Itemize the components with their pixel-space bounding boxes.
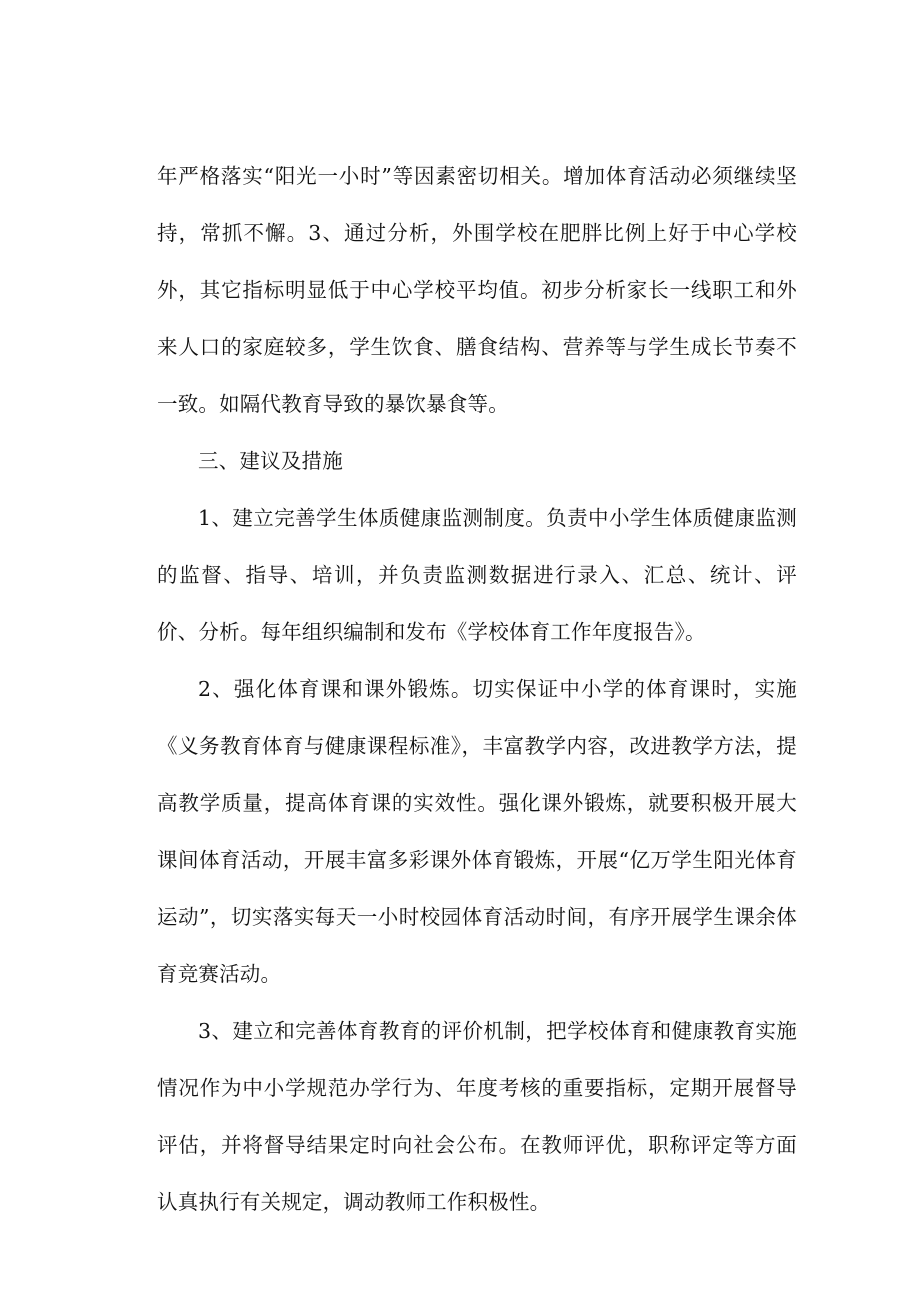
document-body	[157, 148, 797, 1231]
section-heading: 三、建议及措施	[198, 449, 343, 473]
paragraph-measure-1: 1、建立完善学生体质健康监测制度。负责中小学生体质健康监测的监督、指导、培训，并负责监测数据进行录入、汇总、统计、评价、分析。每年组织编制和发布《学校体育工作年度报告》。	[157, 506, 797, 644]
paragraph-measure-2: 2、强化体育课和课外锻炼。切实保证中小学的体育课时，实施《义务教育体育与健康课程标准》，丰富教学内容，改进教学方法，提高教学质量，提高体育课的实效性。强化课外锻炼，就要积极开展大课间体育活动，开展丰富多彩课外体育锻炼，开展“亿万学生阳光体育运动”，切实落实每天一小时校园体育活动时间，有序开展学生课余体育竞赛活动。	[157, 677, 797, 986]
paragraph-measure-3: 3、建立和完善体育教育的评价机制，把学校体育和健康教育实施情况作为中小学规范办学行为、年度考核的重要指标，定期开展督导评估，并将督导结果定时向社会公布。在教师评优，职称评定等方面认真执行有关规定，调动教师工作积极性。	[157, 1019, 797, 1214]
paragraph-continuation: 年严格落实“阳光一小时”等因素密切相关。增加体育活动必须继续坚持，常抓不懈。3、通过分析，外围学校在肥胖比例上好于中心学校外，其它指标明显低于中心学校平均值。初步分析家长一线职工和外来人口的家庭较多，学生饮食、膳食结构、营养等与学生成长节奏不一致。如隔代教育导致的暴饮暴食等。	[157, 164, 797, 416]
